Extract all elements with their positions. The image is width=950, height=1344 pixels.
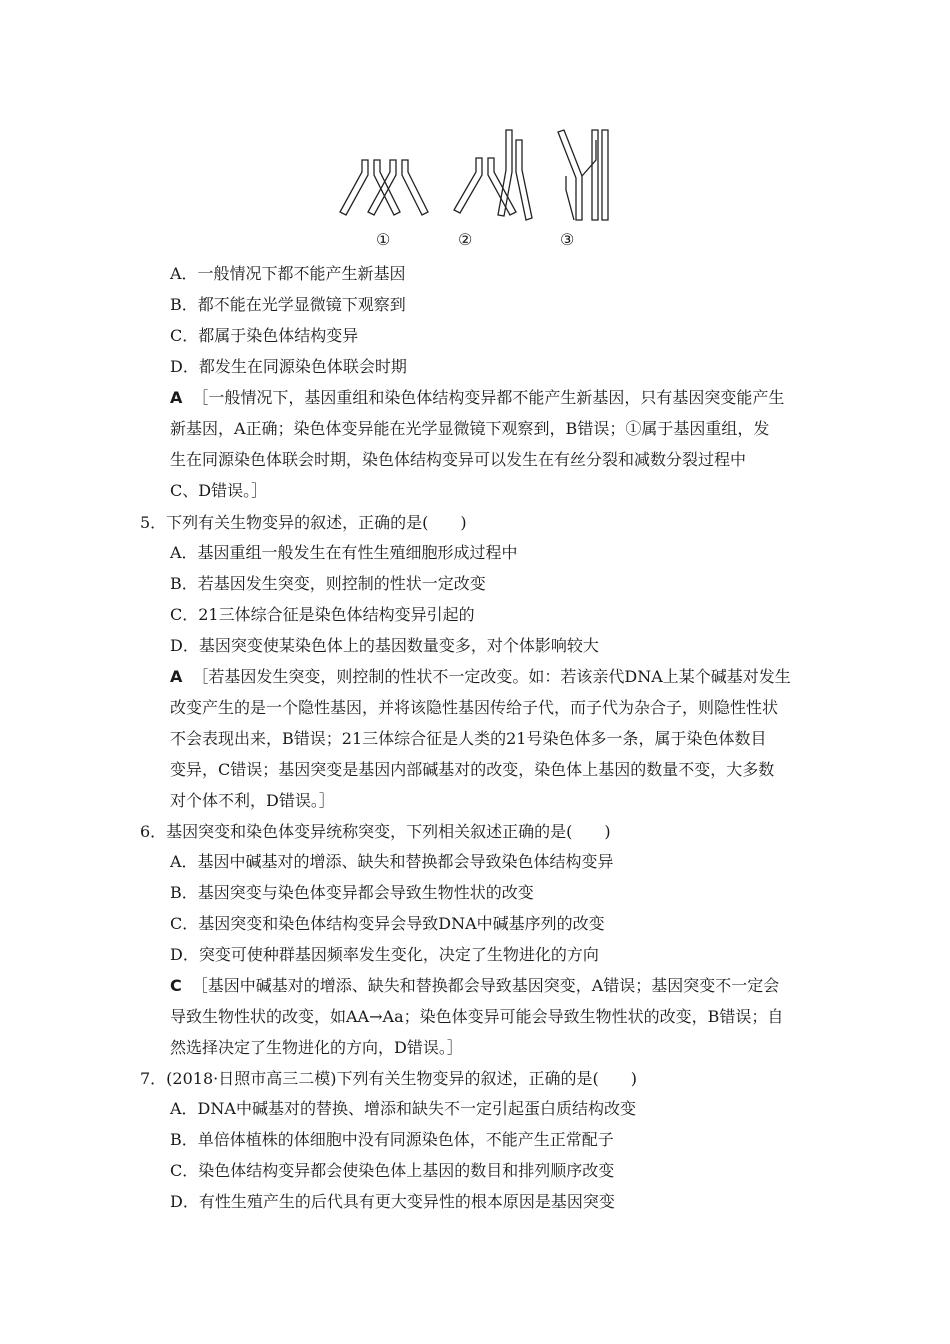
q6-option-c: C．基因突变和染色体结构变异会导致DNA中碱基序列的改变 [170, 914, 605, 933]
q5-explanation-4: 变异，C错误；基因突变是基因内部碱基对的改变，染色体上基因的数量不变，大多数 [170, 760, 775, 779]
q5-stem: 5．下列有关生物变异的叙述，正确的是( ) [140, 513, 467, 532]
q7-option-c: C．染色体结构变异都会使染色体上基因的数目和排列顺序改变 [170, 1161, 615, 1180]
q4-option-c: C．都属于染色体结构变异 [170, 326, 359, 345]
q6-answer-letter: C [170, 976, 182, 995]
q4-option-a: A．一般情况下都不能产生新基因 [170, 264, 406, 283]
q6-stem: 6．基因突变和染色体变异统称突变，下列相关叙述正确的是( ) [140, 822, 611, 841]
q6-option-a: A．基因中碱基对的增添、缺失和替换都会导致染色体结构变异 [170, 852, 614, 871]
q5-explanation-1: ［若基因发生突变，则控制的性状不一定改变。如：若该亲代DNA上某个碱基对发生 [192, 667, 791, 686]
q4-option-d: D．都发生在同源染色体联会时期 [170, 357, 407, 376]
q5-option-c: C．21三体综合征是染色体结构变异引起的 [170, 605, 475, 624]
figure-label-3: ③ [560, 230, 575, 249]
q6-answer-line-1 [170, 976, 779, 996]
q4-answer-letter: A [170, 388, 183, 407]
q7-stem: 7．(2018·日照市高三二模)下列有关生物变异的叙述，正确的是( ) [140, 1069, 637, 1088]
q6-explanation-3: 然选择决定了生物进化的方向，D错误。］ [170, 1038, 463, 1057]
q5-answer-letter: A [170, 667, 183, 686]
q6-option-d: D．突变可使种群基因频率发生变化，决定了生物进化的方向 [170, 945, 599, 964]
figure-label-1: ① [376, 230, 391, 249]
q4-answer-line-1 [170, 388, 784, 408]
q4-option-b: B．都不能在光学显微镜下观察到 [170, 295, 406, 314]
q5-option-a: A．基因重组一般发生在有性生殖细胞形成过程中 [170, 543, 518, 562]
q5-explanation-3: 不会表现出来，B错误；21三体综合征是人类的21号染色体多一条，属于染色体数目 [170, 729, 767, 748]
q5-explanation-2: 改变产生的是一个隐性基因，并将该隐性基因传给子代，而子代为杂合子，则隐性性状 [170, 698, 779, 717]
q6-explanation-1: ［基因中碱基对的增添、缺失和替换都会导致基因突变，A错误；基因突变不一定会 [191, 976, 780, 995]
q5-option-d: D．基因突变使某染色体上的基因数量变多，对个体影响较大 [170, 636, 599, 655]
q7-option-a: A．DNA中碱基对的替换、增添和缺失不一定引起蛋白质结构改变 [170, 1099, 636, 1118]
q5-explanation-5: 对个体不利，D错误。］ [170, 791, 335, 810]
q5-answer-line-1 [170, 667, 791, 687]
q5-option-b: B．若基因发生突变，则控制的性状一定改变 [170, 574, 486, 593]
q4-explanation-4: C、D错误。］ [170, 481, 268, 500]
q4-explanation-1: ［一般情况下，基因重组和染色体结构变异都不能产生新基因，只有基因突变能产生 [192, 388, 785, 407]
q6-option-b: B．基因突变与染色体变异都会导致生物性状的改变 [170, 883, 534, 902]
q7-option-d: D．有性生殖产生的后代具有更大变异性的根本原因是基因突变 [170, 1192, 615, 1211]
q6-explanation-2: 导致生物性状的改变，如AA→Aa；染色体变异可能会导致生物性状的改变，B错误；自 [170, 1007, 784, 1026]
q4-explanation-2: 新基因，A正确；染色体变异能在光学显微镜下观察到，B错误；①属于基因重组，发 [170, 419, 770, 438]
q4-explanation-3: 生在同源染色体联会时期，染色体结构变异可以发生在有丝分裂和减数分裂过程中 [170, 450, 747, 469]
q7-option-b: B．单倍体植株的体细胞中没有同源染色体，不能产生正常配子 [170, 1130, 614, 1149]
figure-label-2: ② [458, 230, 473, 249]
chromosome-figure [330, 120, 630, 260]
chromosome-diagram [330, 120, 630, 230]
